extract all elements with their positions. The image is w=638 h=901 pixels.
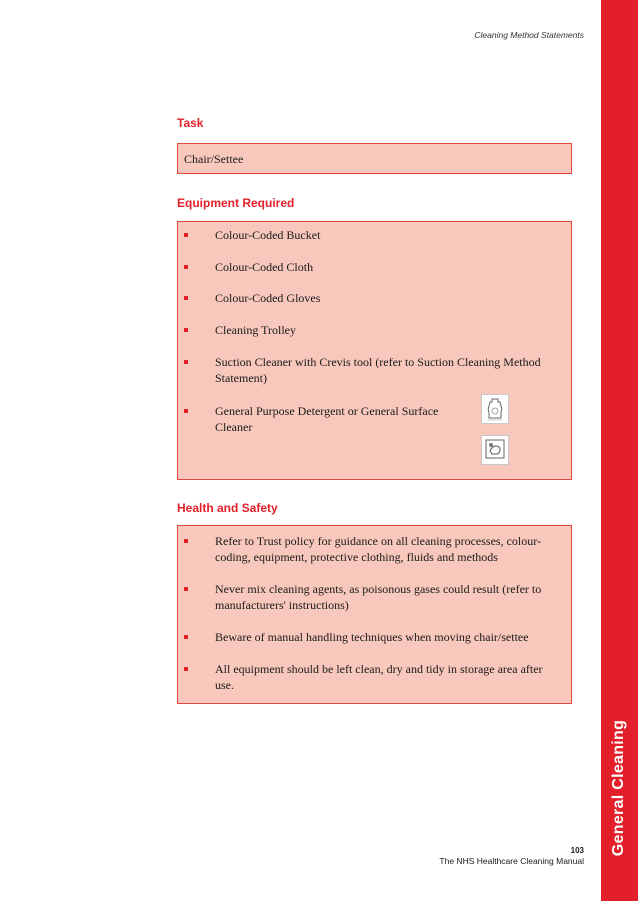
bullet-icon [184, 296, 188, 300]
bullet-icon [184, 539, 188, 543]
task-value: Chair/Settee [184, 152, 244, 166]
bullet-icon [184, 360, 188, 364]
detergent-bottle-icon [481, 394, 509, 424]
surface-cleaner-icon [481, 435, 509, 465]
equipment-heading: Equipment Required [177, 196, 295, 210]
section-tab-label-wrap [601, 690, 638, 885]
list-item-text: All equipment should be left clean, dry and tidy in storage area after use. [215, 662, 543, 692]
list-item-text: Colour-Coded Cloth [215, 260, 314, 274]
bullet-icon [184, 265, 188, 269]
list-item-text: Refer to Trust policy for guidance on all cleaning processes, colour-coding, equipment, protective clothing, fluids and methods [215, 534, 542, 564]
bullet-icon [184, 409, 188, 413]
section-tab-label: General Cleaning [610, 719, 628, 856]
bullet-icon [184, 328, 188, 332]
bullet-icon [184, 667, 188, 671]
list-item-text: Suction Cleaner with Crevis tool (refer to Suction Cleaning Method Statement) [215, 355, 541, 385]
health-safety-heading: Health and Safety [177, 501, 278, 515]
list-item-text: General Purpose Detergent or General Surface Cleaner [215, 404, 439, 434]
list-item-text: Cleaning Trolley [215, 323, 297, 337]
page-number: 103 [570, 846, 584, 855]
bullet-icon [184, 587, 188, 591]
list-item-text: Never mix cleaning agents, as poisonous gases could result (refer to manufacturers' instructions) [215, 582, 542, 612]
health-safety-box [177, 525, 572, 704]
list-item-text: Colour-Coded Gloves [215, 291, 321, 305]
list-item-text: Beware of manual handling techniques when moving chair/settee [215, 630, 529, 644]
equipment-box [177, 221, 572, 480]
task-heading: Task [177, 116, 204, 130]
list-item-text: Colour-Coded Bucket [215, 228, 321, 242]
bullet-icon [184, 233, 188, 237]
manual-title: The NHS Healthcare Cleaning Manual [439, 856, 584, 866]
task-box [177, 143, 572, 174]
bullet-icon [184, 635, 188, 639]
running-header: Cleaning Method Statements [474, 30, 584, 40]
